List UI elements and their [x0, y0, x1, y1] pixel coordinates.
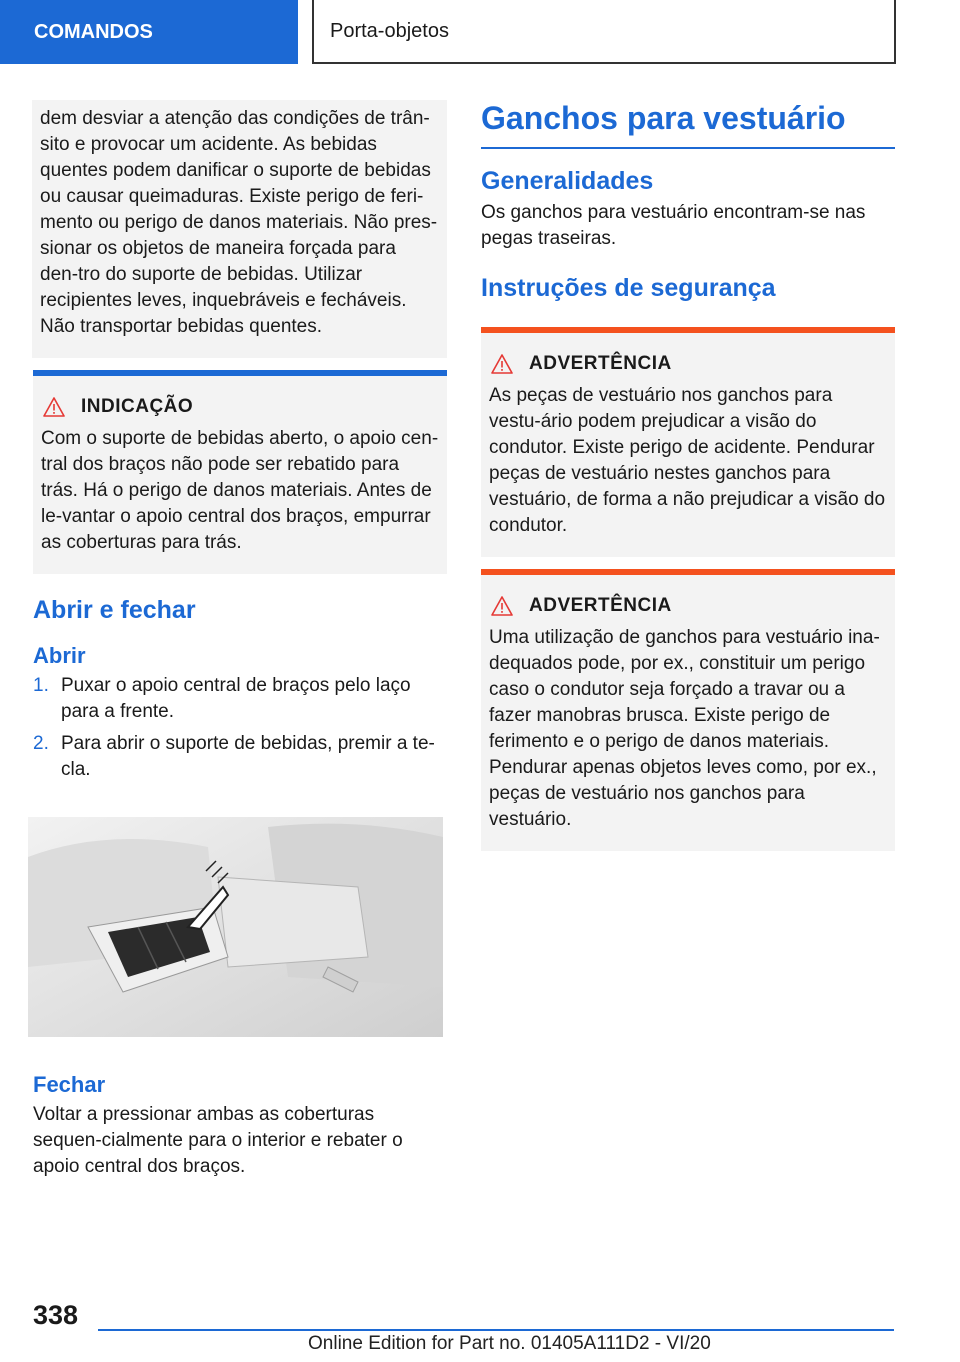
warning-triangle-icon: [43, 397, 65, 417]
warning-box: [481, 569, 895, 851]
warning-header: [489, 351, 887, 377]
general-text: Os ganchos para vestuário encontram-se nas pegas traseiras.: [481, 202, 866, 249]
warning-text: As peças de vestuário nos ganchos para vestu-ário podem prejudicar a visão do condutor. Existe perigo de acidente. Pendurar peças de vestuário nestes ganchos para vestuário, de forma a não prejudicar a visão do condutor.: [489, 385, 886, 536]
subsection-title-open: Abrir: [33, 643, 86, 668]
step-text: Puxar o apoio central de braços pelo laço para a frente.: [61, 675, 411, 722]
chapter-title: Ganchos para vestuário: [481, 100, 895, 149]
list-item: [33, 731, 447, 783]
warning-title: ADVERTÊNCIA: [529, 353, 672, 374]
warning-header: [489, 593, 887, 619]
continued-warning-box: [32, 100, 447, 358]
step-number: 2.: [33, 733, 49, 754]
step-text: Para abrir o suporte de bebidas, premir a te-cla.: [61, 733, 435, 780]
close-text: Voltar a pressionar ambas as coberturas sequen-cialmente para o interior e rebater o apoio central dos braços.: [33, 1104, 403, 1177]
warning-box: [481, 327, 895, 557]
open-steps-list: [33, 673, 447, 783]
section-title-open-close: Abrir e fechar: [33, 596, 196, 624]
warning-triangle-icon: [491, 596, 513, 616]
notice-header: [41, 394, 439, 420]
list-item: [33, 673, 447, 725]
continued-warning-text: dem desviar a atenção das condições de trân-sito e provocar um acidente. As bebidas quentes podem danificar o suporte de bebidas ou causar queimaduras. Existe perigo de feri-mento ou perigo de danos materiais. Não pres-sionar os objetos de maneira forçada para den-tro do suporte de bebidas. Utilizar recipientes leves, inquebráveis e fecháveis. Não transportar bebidas quentes.: [40, 108, 438, 337]
armrest-cupholder-image: [28, 817, 443, 1037]
step-number: 1.: [33, 675, 49, 696]
warning-text: Uma utilização de ganchos para vestuário ina-dequados pode, por ex., constituir um perigo caso o condutor seja forçado a travar ou a fazer manobras brusca. Existe perigo de ferimento e o perigo de danos materiais. Pendurar apenas objetos leves como, por ex., peças de vestuário nos ganchos para vestuário.: [489, 627, 880, 830]
section-title-safety: Instruções de segurança: [481, 274, 776, 302]
notice-text: Com o suporte de bebidas aberto, o apoio cen-tral dos braços não pode ser rebatido para trás. Há o perigo de danos materiais. Antes de le-vantar o apoio central dos braços, empurrar as coberturas para trás.: [41, 428, 439, 553]
notice-title: INDICAÇÃO: [81, 396, 194, 417]
right-column: [481, 100, 895, 851]
warning-triangle-icon: [491, 354, 513, 374]
footer-divider: [98, 1329, 894, 1331]
page-header-title: Porta-objetos: [312, 0, 896, 64]
warning-title: ADVERTÊNCIA: [529, 595, 672, 616]
subsection-title-close: Fechar: [33, 1072, 106, 1097]
page-number: 338: [33, 1300, 79, 1330]
notice-box: [33, 370, 447, 574]
section-title-general: Generalidades: [481, 167, 654, 195]
left-column: [33, 100, 447, 1180]
section-tab: COMANDOS: [0, 0, 298, 64]
footer-edition: Online Edition for Part no. 01405A111D2 - VI/20: [308, 1333, 711, 1354]
